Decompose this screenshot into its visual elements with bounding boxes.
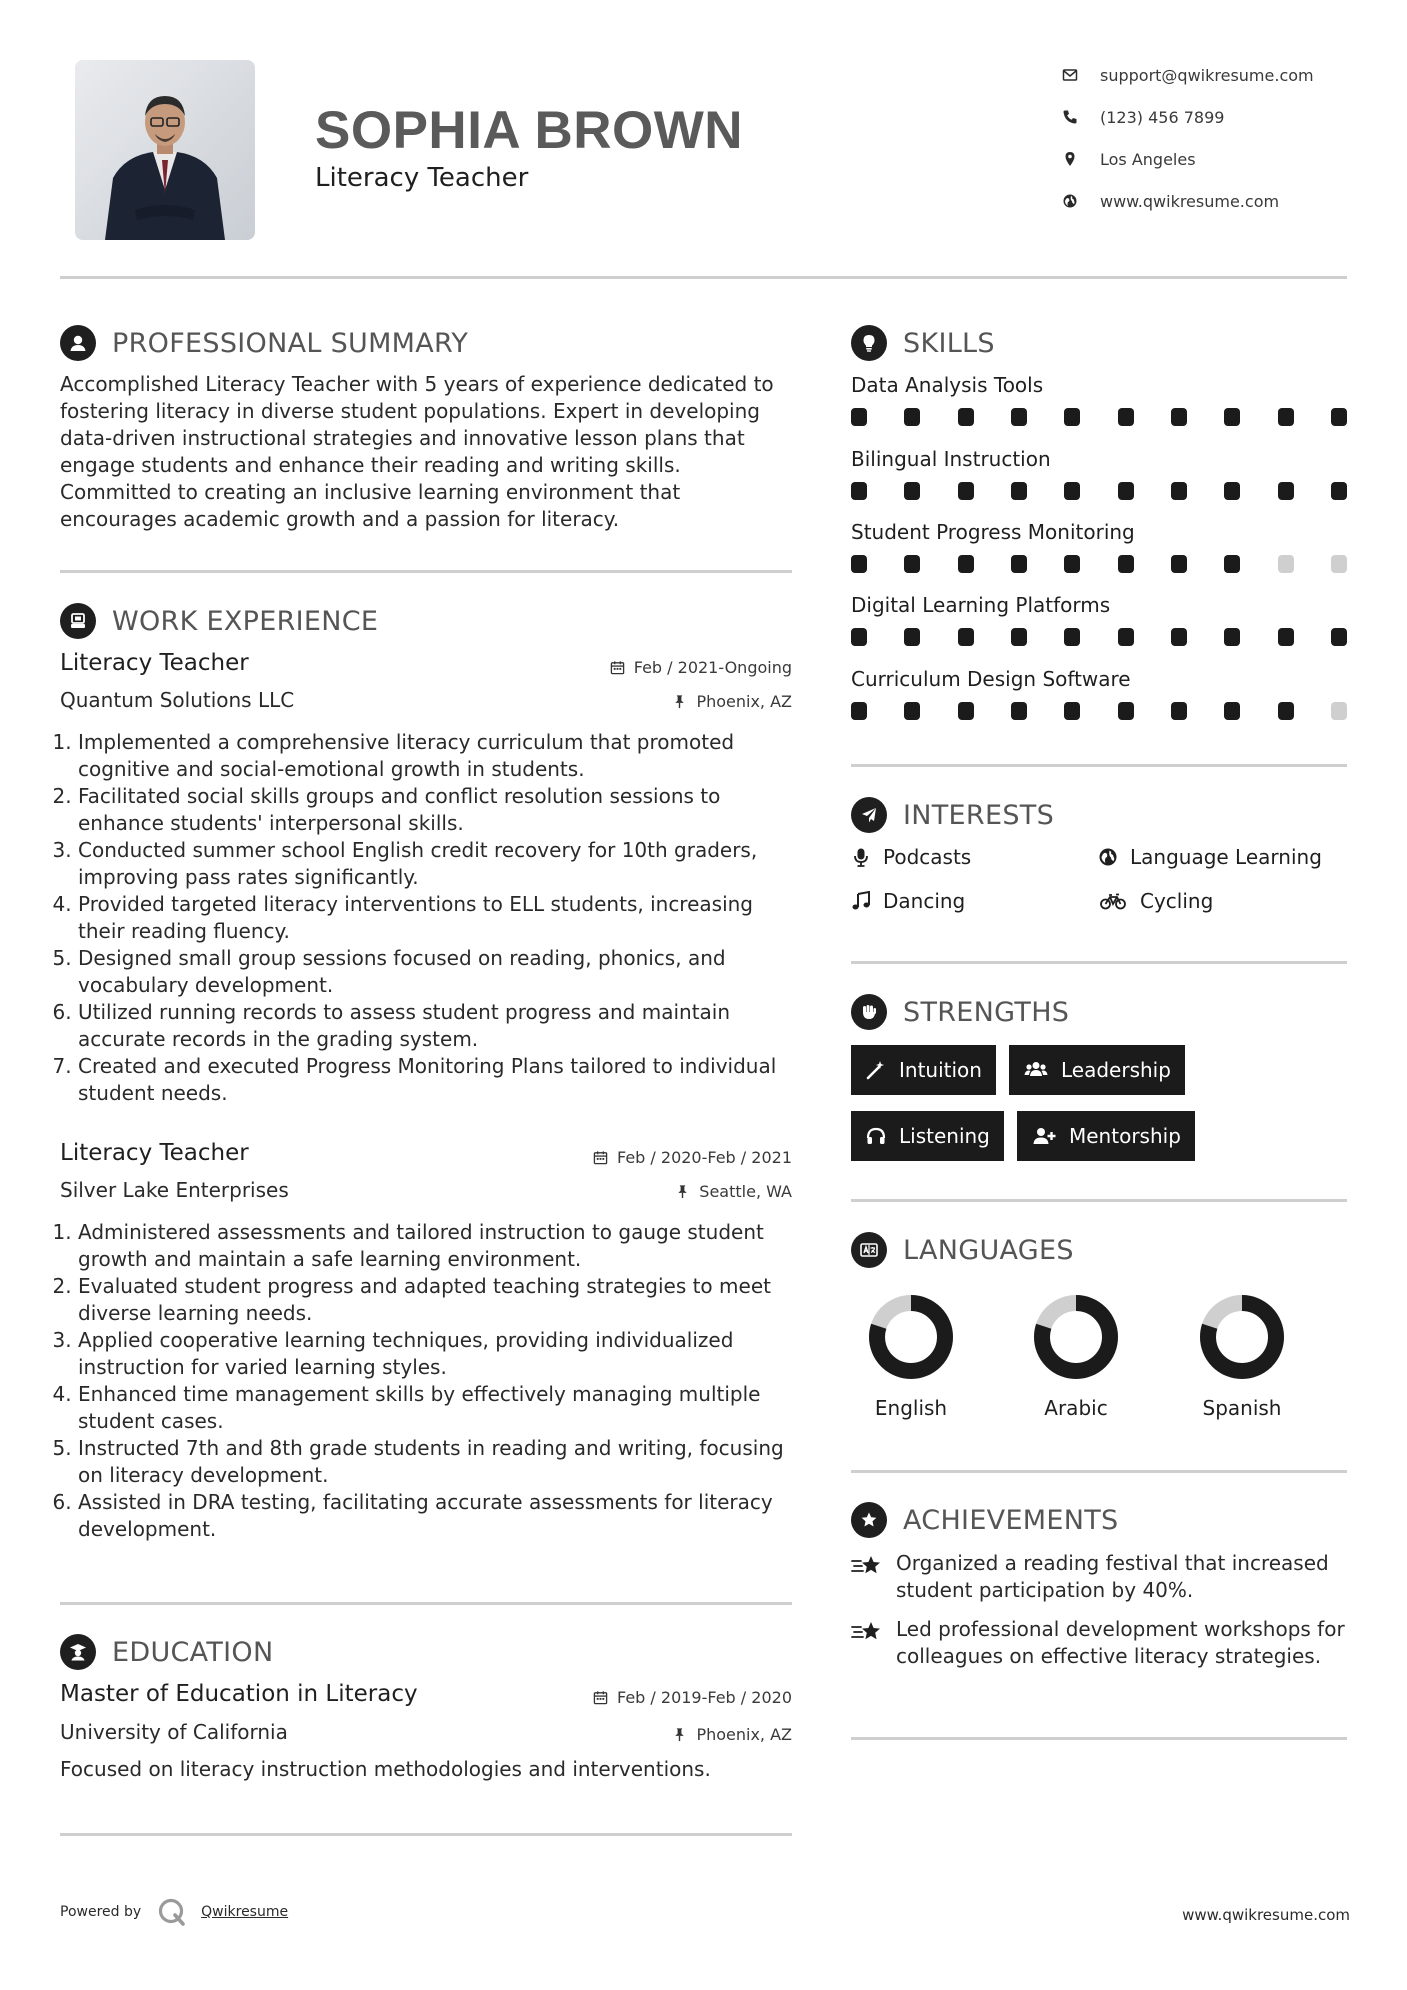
language-item <box>1001 1292 1151 1420</box>
interests-heading <box>851 797 1054 833</box>
achievements-title: ACHIEVEMENTS <box>903 1504 1119 1536</box>
skill-dot-filled <box>958 555 974 573</box>
interest-item <box>1098 845 1322 869</box>
skill-dot-filled <box>1011 408 1027 426</box>
job-1-location <box>672 692 792 711</box>
calendar-icon <box>610 660 625 675</box>
qwikresume-logo-icon <box>157 1897 187 1927</box>
list-item: 5. Instructed 7th and 8th grade students in reading and writing, focusing on literacy development. <box>78 1435 805 1489</box>
skills-heading <box>851 325 995 361</box>
skill-dot-filled <box>1331 408 1347 426</box>
skill-dot-empty <box>1331 702 1347 720</box>
skill-dot-filled <box>1278 408 1294 426</box>
skills-title: SKILLS <box>903 327 995 359</box>
strength-tag <box>851 1111 1004 1161</box>
achievement-item <box>851 1550 1347 1604</box>
education-location-text: Phoenix, AZ <box>696 1725 792 1744</box>
skill-dot-filled <box>1011 482 1027 500</box>
skill-dot-filled <box>1118 482 1134 500</box>
education-title: EDUCATION <box>112 1636 274 1668</box>
job-2-company: Silver Lake Enterprises <box>60 1178 289 1202</box>
school-name: University of California <box>60 1720 288 1744</box>
skill-dot-filled <box>1064 702 1080 720</box>
skill-dot-filled <box>1224 555 1240 573</box>
strength-label: Mentorship <box>1069 1124 1181 1148</box>
skill-dot-filled <box>1011 628 1027 646</box>
education-divider <box>60 1833 792 1836</box>
candidate-name: SOPHIA BROWN <box>315 101 744 160</box>
contact-website[interactable] <box>1062 180 1392 222</box>
microphone-icon <box>851 847 871 867</box>
summary-heading <box>60 325 468 361</box>
contact-location-text: Los Angeles <box>1100 149 1196 169</box>
footer-website[interactable]: www.qwikresume.com <box>1182 1906 1350 1924</box>
achievements-divider <box>851 1737 1347 1740</box>
skill-dot-filled <box>904 408 920 426</box>
skill-dot-filled <box>958 702 974 720</box>
powered-by-label: Powered by <box>60 1904 142 1920</box>
skill-dot-filled <box>904 482 920 500</box>
strength-label: Leadership <box>1061 1058 1171 1082</box>
headphones-icon <box>865 1125 887 1147</box>
skill-dot-filled <box>904 555 920 573</box>
interest-label: Dancing <box>883 889 966 913</box>
header-divider <box>60 276 1347 279</box>
strengths-heading <box>851 994 1069 1030</box>
calendar-icon <box>593 1690 608 1705</box>
achievement-item <box>851 1616 1347 1670</box>
language-name: English <box>874 1396 948 1420</box>
skill-dot-empty <box>1331 555 1347 573</box>
skill-dot-filled <box>1278 702 1294 720</box>
experience-title: WORK EXPERIENCE <box>112 605 379 637</box>
achievement-text: Organized a reading festival that increased student participation by 40%. <box>896 1551 1329 1602</box>
skill-dot-filled <box>1278 482 1294 500</box>
list-item: 6. Utilized running records to assess student progress and maintain accurate records in the grading system. <box>78 999 800 1053</box>
skill-rating <box>851 482 1347 500</box>
skill-dot-filled <box>1011 555 1027 573</box>
briefcase-icon <box>60 603 96 639</box>
language-name: Arabic <box>1044 1396 1108 1420</box>
skill-dot-filled <box>904 628 920 646</box>
footer-powered-by <box>60 1897 288 1927</box>
job-1-duties <box>60 729 800 1107</box>
proficiency-donut <box>1031 1292 1121 1382</box>
skill-rating <box>851 702 1347 720</box>
pushpin-icon <box>672 1727 687 1742</box>
summary-divider <box>60 570 792 573</box>
experience-heading <box>60 603 378 639</box>
strength-label: Listening <box>899 1124 990 1148</box>
magic-wand-icon <box>865 1059 887 1081</box>
list-item: 4. Provided targeted literacy interventions to ELL students, increasing their reading fluency. <box>78 891 800 945</box>
skill-dot-filled <box>1224 408 1240 426</box>
strength-tag <box>851 1045 996 1095</box>
skill-dot-filled <box>851 628 867 646</box>
languages-divider <box>851 1470 1347 1473</box>
skill-dot-filled <box>958 482 974 500</box>
skill-dot-filled <box>1064 482 1080 500</box>
pushpin-icon <box>672 694 687 709</box>
strength-label: Intuition <box>899 1058 982 1082</box>
skill-dot-filled <box>1171 702 1187 720</box>
proficiency-donut <box>866 1292 956 1382</box>
language-name: Spanish <box>1202 1396 1282 1420</box>
achievement-text: Led professional development workshops for colleagues on effective literacy strategies. <box>896 1617 1345 1668</box>
list-item: 1. Administered assessments and tailored instruction to gauge student growth and maintain a safe learning environment. <box>78 1219 805 1273</box>
skill-dot-filled <box>1224 628 1240 646</box>
interests-title: INTERESTS <box>903 799 1055 831</box>
graduate-icon <box>60 1634 96 1670</box>
contact-email[interactable] <box>1062 54 1392 96</box>
interest-label: Cycling <box>1140 889 1214 913</box>
summary-text: Accomplished Literacy Teacher with 5 years of experience dedicated to fostering literacy in diverse student populations. Expert in developing data-driven instructional strategies and innovative lesson plans that engage students and enhance their reading and writing skills. Committed to creating an inclusive learning environment that encourages academic growth and a passion for literacy. <box>60 372 774 531</box>
skill-dot-empty <box>1278 555 1294 573</box>
job-2-location <box>675 1182 792 1201</box>
user-icon <box>60 325 96 361</box>
globe-icon <box>1062 193 1100 209</box>
languages-heading <box>851 1232 1074 1268</box>
list-item: 4. Enhanced time management skills by effectively managing multiple student cases. <box>78 1381 805 1435</box>
skill-name: Curriculum Design Software <box>851 667 1131 691</box>
job-2-dates <box>593 1148 792 1167</box>
language-item <box>1167 1292 1317 1420</box>
shooting-star-icon <box>851 1550 896 1582</box>
skill-dot-filled <box>1064 408 1080 426</box>
skill-dot-filled <box>851 408 867 426</box>
summary-title: PROFESSIONAL SUMMARY <box>112 327 469 359</box>
skill-dot-filled <box>1118 555 1134 573</box>
lightbulb-icon <box>851 325 887 361</box>
contact-location <box>1062 138 1392 180</box>
skill-dot-filled <box>1171 408 1187 426</box>
envelope-icon <box>1062 67 1100 83</box>
skill-dot-filled <box>1011 702 1027 720</box>
contact-phone[interactable] <box>1062 96 1392 138</box>
list-item: 3. Applied cooperative learning techniques, providing individualized instruction for varied learning styles. <box>78 1327 805 1381</box>
skill-name: Data Analysis Tools <box>851 373 1044 397</box>
bicycle-icon <box>1098 891 1128 911</box>
job-1-company: Quantum Solutions LLC <box>60 688 295 712</box>
qwikresume-link[interactable]: Qwikresume <box>201 1904 289 1920</box>
language-icon <box>851 1232 887 1268</box>
interest-label: Podcasts <box>883 845 972 869</box>
job-1-title: Literacy Teacher <box>60 650 249 676</box>
job-2-dates-text: Feb / 2020-Feb / 2021 <box>617 1148 792 1167</box>
list-item: 1. Implemented a comprehensive literacy curriculum that promoted cognitive and social-emotional growth in students. <box>78 729 800 783</box>
contact-email-text: support@qwikresume.com <box>1100 65 1314 85</box>
globe-icon <box>1098 847 1118 867</box>
skill-dot-filled <box>1064 555 1080 573</box>
contact-list <box>1062 54 1392 222</box>
skill-name: Student Progress Monitoring <box>851 520 1135 544</box>
interest-item <box>1098 889 1213 913</box>
language-item <box>836 1292 986 1420</box>
job-2-title: Literacy Teacher <box>60 1140 249 1166</box>
skill-dot-filled <box>851 702 867 720</box>
paper-plane-icon <box>851 797 887 833</box>
skill-dot-filled <box>958 408 974 426</box>
skill-dot-filled <box>1171 555 1187 573</box>
job-2-location-text: Seattle, WA <box>699 1182 792 1201</box>
experience-divider <box>60 1602 792 1605</box>
skill-dot-filled <box>851 482 867 500</box>
list-item: 6. Assisted in DRA testing, facilitating accurate assessments for literacy development. <box>78 1489 805 1543</box>
skills-divider <box>851 764 1347 767</box>
skill-rating <box>851 408 1347 426</box>
achievements-heading <box>851 1502 1119 1538</box>
list-item: 2. Facilitated social skills groups and conflict resolution sessions to enhance students' interpersonal skills. <box>78 783 800 837</box>
skill-dot-filled <box>904 702 920 720</box>
award-icon <box>851 1502 887 1538</box>
skill-dot-filled <box>1118 628 1134 646</box>
job-2-duties <box>60 1219 805 1543</box>
skill-dot-filled <box>1331 628 1347 646</box>
contact-phone-text: (123) 456 7899 <box>1100 107 1225 127</box>
skill-dot-filled <box>1118 702 1134 720</box>
proficiency-donut <box>1197 1292 1287 1382</box>
strength-tag <box>1017 1111 1195 1161</box>
job-1-location-text: Phoenix, AZ <box>696 692 792 711</box>
strength-tag <box>1009 1045 1185 1095</box>
education-dates-text: Feb / 2019-Feb / 2020 <box>617 1688 792 1707</box>
job-1-dates-text: Feb / 2021-Ongoing <box>633 658 792 677</box>
job-1-dates <box>610 658 792 677</box>
interest-item <box>851 845 971 869</box>
user-plus-icon <box>1031 1125 1057 1147</box>
profile-photo <box>75 60 255 240</box>
skill-dot-filled <box>1171 628 1187 646</box>
map-pin-icon <box>1062 151 1100 167</box>
interests-divider <box>851 961 1347 964</box>
strengths-title: STRENGTHS <box>903 996 1070 1028</box>
strengths-divider <box>851 1199 1347 1202</box>
education-description: Focused on literacy instruction methodologies and interventions. <box>60 1757 711 1781</box>
skill-dot-filled <box>1171 482 1187 500</box>
skill-dot-filled <box>1278 628 1294 646</box>
skill-dot-filled <box>1224 702 1240 720</box>
skill-dot-filled <box>851 555 867 573</box>
candidate-title: Literacy Teacher <box>315 163 529 193</box>
skill-dot-filled <box>958 628 974 646</box>
list-item: 7. Created and executed Progress Monitoring Plans tailored to individual student needs. <box>78 1053 800 1107</box>
skill-dot-filled <box>1118 408 1134 426</box>
skill-name: Digital Learning Platforms <box>851 593 1111 617</box>
skill-dot-filled <box>1064 628 1080 646</box>
interest-item <box>851 889 965 913</box>
list-item: 2. Evaluated student progress and adapted teaching strategies to meet diverse learning needs. <box>78 1273 805 1327</box>
skill-dot-filled <box>1331 482 1347 500</box>
skill-rating <box>851 628 1347 646</box>
contact-website-text: www.qwikresume.com <box>1100 191 1280 211</box>
music-icon <box>851 891 871 911</box>
list-item: 5. Designed small group sessions focused on reading, phonics, and vocabulary development. <box>78 945 800 999</box>
languages-title: LANGUAGES <box>903 1234 1074 1266</box>
calendar-icon <box>593 1150 608 1165</box>
shooting-star-icon <box>851 1616 896 1648</box>
fist-icon <box>851 994 887 1030</box>
education-dates <box>593 1688 792 1707</box>
phone-icon <box>1062 109 1100 125</box>
interest-label: Language Learning <box>1130 845 1322 869</box>
list-item: 3. Conducted summer school English credit recovery for 10th graders, improving pass rates significantly. <box>78 837 800 891</box>
profile-photo-image <box>75 60 255 240</box>
skill-dot-filled <box>1224 482 1240 500</box>
users-icon <box>1023 1059 1049 1081</box>
skill-name: Bilingual Instruction <box>851 447 1051 471</box>
degree-title: Master of Education in Literacy <box>60 1681 418 1707</box>
pushpin-icon <box>675 1184 690 1199</box>
skill-rating <box>851 555 1347 573</box>
education-location <box>672 1725 792 1744</box>
education-heading <box>60 1634 273 1670</box>
